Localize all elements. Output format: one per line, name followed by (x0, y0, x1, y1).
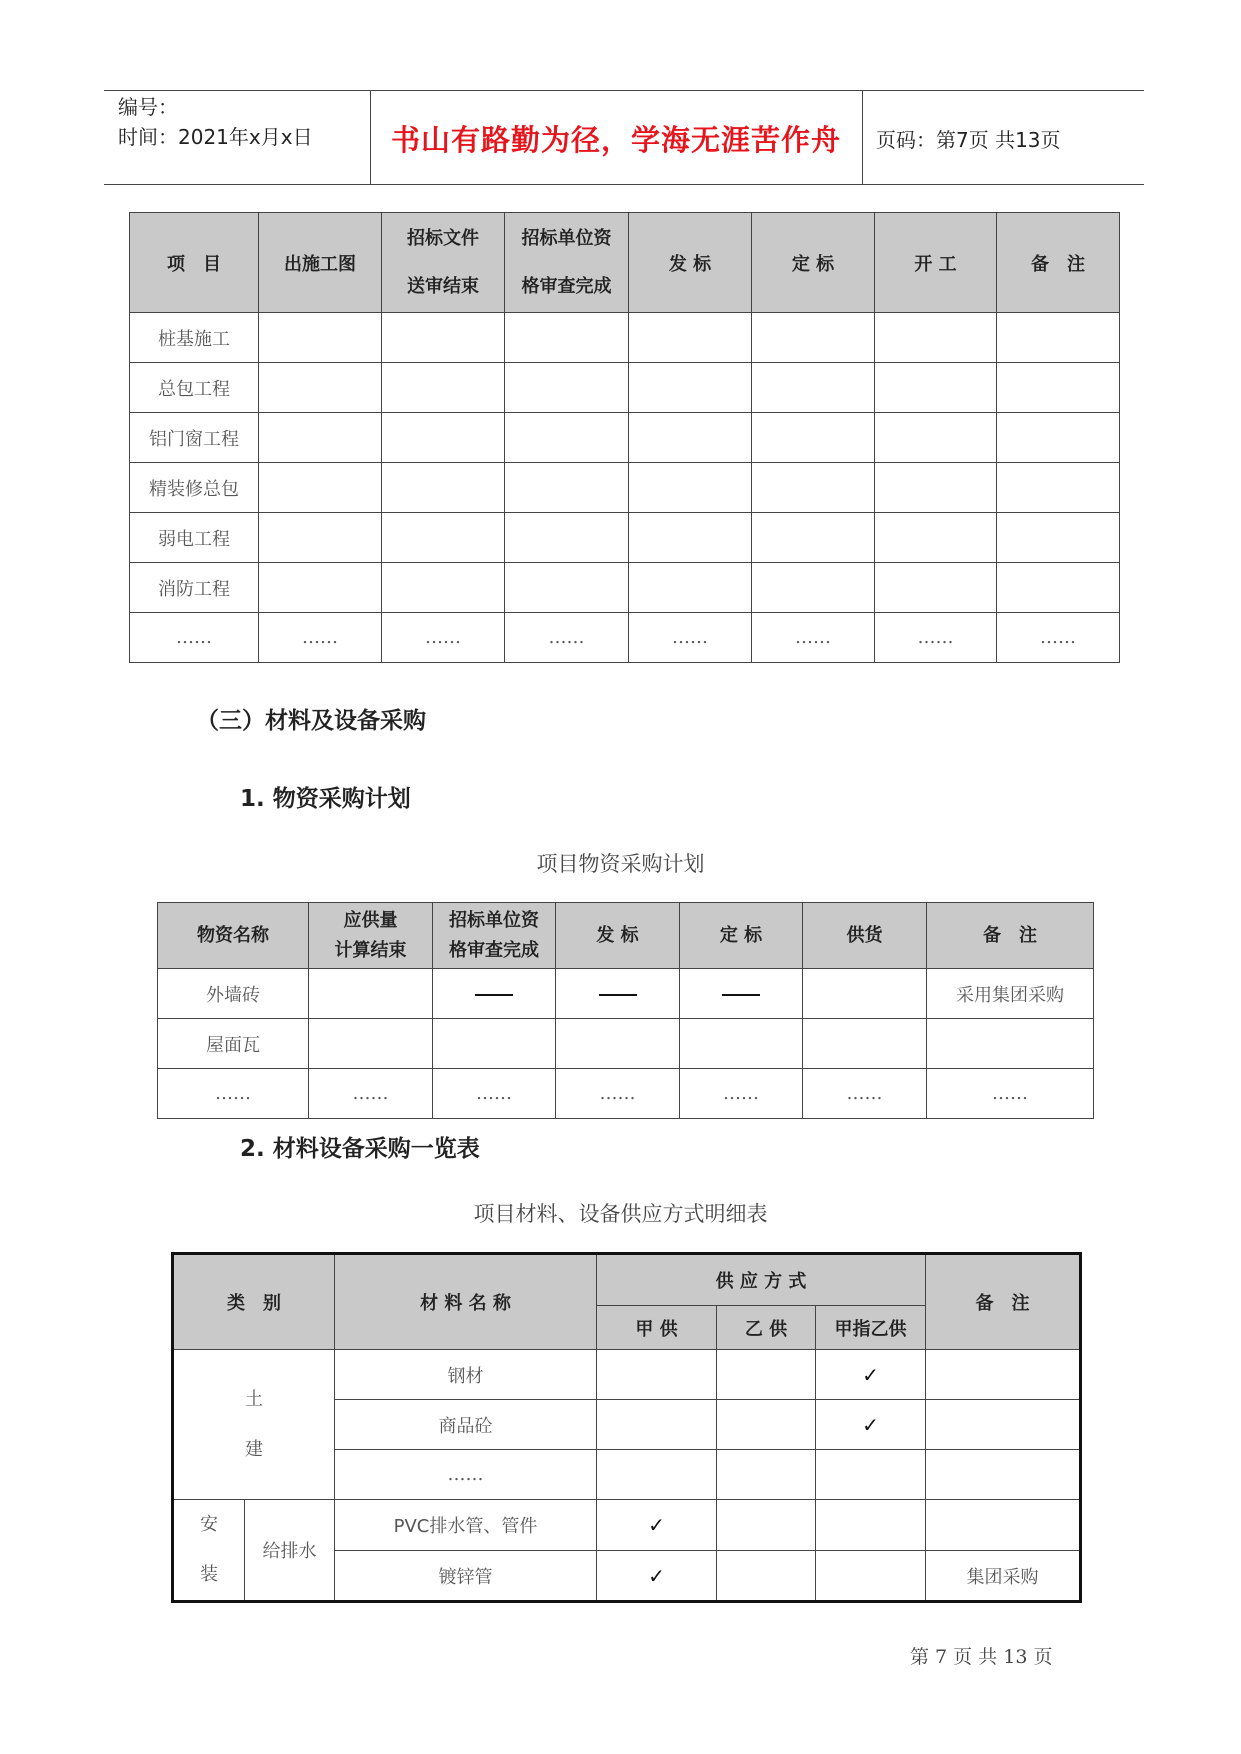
header-cell-bid-docs (382, 213, 505, 313)
materials-procurement-table (157, 902, 1094, 1119)
material-name: 镀锌管 (335, 1551, 597, 1602)
check-icon: ✓ (597, 1551, 717, 1602)
header-line: 格审查完成 (521, 275, 612, 297)
row-label: 桩基施工 (130, 313, 259, 363)
table-row (158, 969, 1094, 1019)
header-left-block (118, 92, 313, 152)
header-cell-drawings: 出施工图 (259, 213, 382, 313)
row-note: 集团采购 (926, 1551, 1081, 1602)
header-motto: 书山有路勤为径，学海无涯苦作舟 (390, 123, 841, 157)
row-note: 采用集团采购 (927, 969, 1094, 1019)
ellipsis-cell: …… (629, 613, 752, 663)
check-icon: ✓ (816, 1350, 926, 1400)
page-footer: 第 7 页 共 13 页 (910, 1646, 1053, 1668)
table-row (130, 513, 1120, 563)
header-line: 送审结束 (407, 275, 479, 297)
category-char: 安 (200, 1514, 218, 1535)
header-cell-supply: 供货 (803, 903, 927, 969)
header-cell-quantity (309, 903, 433, 969)
header-cell-owner-supply: 甲 供 (597, 1306, 717, 1350)
category-char: 装 (200, 1564, 218, 1585)
row-label: 精装修总包 (130, 463, 259, 513)
ellipsis-cell: …… (875, 613, 997, 663)
ellipsis-cell: …… (556, 1069, 680, 1119)
header-number-label: 编号： (118, 95, 178, 119)
subsection-title-2: 2. 材料设备采购一览表 (240, 1136, 480, 1162)
table-row (173, 1350, 1081, 1400)
row-label: 铝门窗工程 (130, 413, 259, 463)
table-header-row (158, 903, 1094, 969)
header-cell-item: 项 目 (130, 213, 259, 313)
ellipsis-cell: …… (927, 1069, 1094, 1119)
header-cell-designated-supply: 甲指乙供 (816, 1306, 926, 1350)
check-icon: ✓ (597, 1500, 717, 1551)
material-name: 商品砼 (335, 1400, 597, 1450)
header-divider-right (862, 90, 863, 184)
table-row (158, 1019, 1094, 1069)
header-line: 招标单位资 (521, 227, 612, 249)
dash-mark (475, 994, 513, 996)
table-row (130, 463, 1120, 513)
header-cell-category: 类 别 (173, 1254, 335, 1350)
table-row-ellipsis (130, 613, 1120, 663)
row-label: 总包工程 (130, 363, 259, 413)
header-cell-award: 定 标 (752, 213, 875, 313)
table-row (130, 313, 1120, 363)
header-cell-notes: 备 注 (927, 903, 1094, 969)
ellipsis-cell: …… (752, 613, 875, 663)
header-cell-supply-method: 供 应 方 式 (597, 1254, 926, 1306)
category-char: 土 (245, 1388, 263, 1410)
header-cell-start: 开 工 (875, 213, 997, 313)
ellipsis-cell: …… (997, 613, 1120, 663)
bidding-schedule-table (129, 212, 1120, 663)
table-row (173, 1500, 1081, 1551)
header-line: 招标文件 (407, 227, 479, 249)
table-row (130, 563, 1120, 613)
ellipsis-cell: …… (803, 1069, 927, 1119)
header-cell-notes: 备 注 (926, 1254, 1081, 1350)
category-civil (173, 1350, 335, 1500)
ellipsis-cell: …… (130, 613, 259, 663)
table-header-row (130, 213, 1120, 313)
header-line: 计算结束 (334, 939, 407, 961)
table-header-row (173, 1254, 1081, 1306)
header-line: 应供量 (343, 909, 398, 931)
material-name: 钢材 (335, 1350, 597, 1400)
ellipsis-cell: …… (335, 1450, 597, 1500)
subcategory-plumbing: 给排水 (245, 1500, 335, 1602)
ellipsis-cell: …… (505, 613, 629, 663)
section-title: （三）材料及设备采购 (196, 708, 426, 734)
header-divider-left (370, 90, 371, 184)
category-installation (173, 1500, 245, 1602)
header-line: 招标单位资 (449, 909, 539, 931)
subsection-title-1: 1. 物资采购计划 (240, 786, 411, 812)
material-name: PVC排水管、管件 (335, 1500, 597, 1551)
ellipsis-cell: …… (680, 1069, 803, 1119)
check-icon: ✓ (816, 1400, 926, 1450)
dash-mark (599, 994, 637, 996)
ellipsis-cell: …… (309, 1069, 433, 1119)
table-row-ellipsis (158, 1069, 1094, 1119)
header-cell-issue-bid: 发 标 (629, 213, 752, 313)
table-caption-materials: 项目物资采购计划 (536, 852, 705, 876)
header-cell-material: 材 料 名 称 (335, 1254, 597, 1350)
header-page-label: 页码：第7页 共13页 (876, 128, 1061, 152)
header-line: 格审查完成 (449, 939, 539, 961)
header-cell-contractor-supply: 乙 供 (717, 1306, 816, 1350)
table-row (130, 363, 1120, 413)
table-row (130, 413, 1120, 463)
row-label: 弱电工程 (130, 513, 259, 563)
supply-method-table (171, 1252, 1082, 1603)
header-cell-material-name: 物资名称 (158, 903, 309, 969)
dash-mark (722, 994, 760, 996)
ellipsis-cell: …… (158, 1069, 309, 1119)
row-label: 消防工程 (130, 563, 259, 613)
header-cell-issue-bid: 发 标 (556, 903, 680, 969)
header-top-rule (104, 90, 1144, 91)
header-cell-notes: 备 注 (997, 213, 1120, 313)
row-label: 外墙砖 (158, 969, 309, 1019)
ellipsis-cell: …… (433, 1069, 556, 1119)
header-bottom-rule (104, 184, 1144, 185)
category-char: 建 (245, 1438, 263, 1460)
header-time-label: 时间：2021年x月x日 (118, 125, 313, 149)
ellipsis-cell: …… (382, 613, 505, 663)
row-label: 屋面瓦 (158, 1019, 309, 1069)
header-cell-qualification (505, 213, 629, 313)
header-cell-qualification (433, 903, 556, 969)
header-cell-award: 定 标 (680, 903, 803, 969)
ellipsis-cell: …… (259, 613, 382, 663)
table-caption-supply: 项目材料、设备供应方式明细表 (473, 1202, 768, 1226)
